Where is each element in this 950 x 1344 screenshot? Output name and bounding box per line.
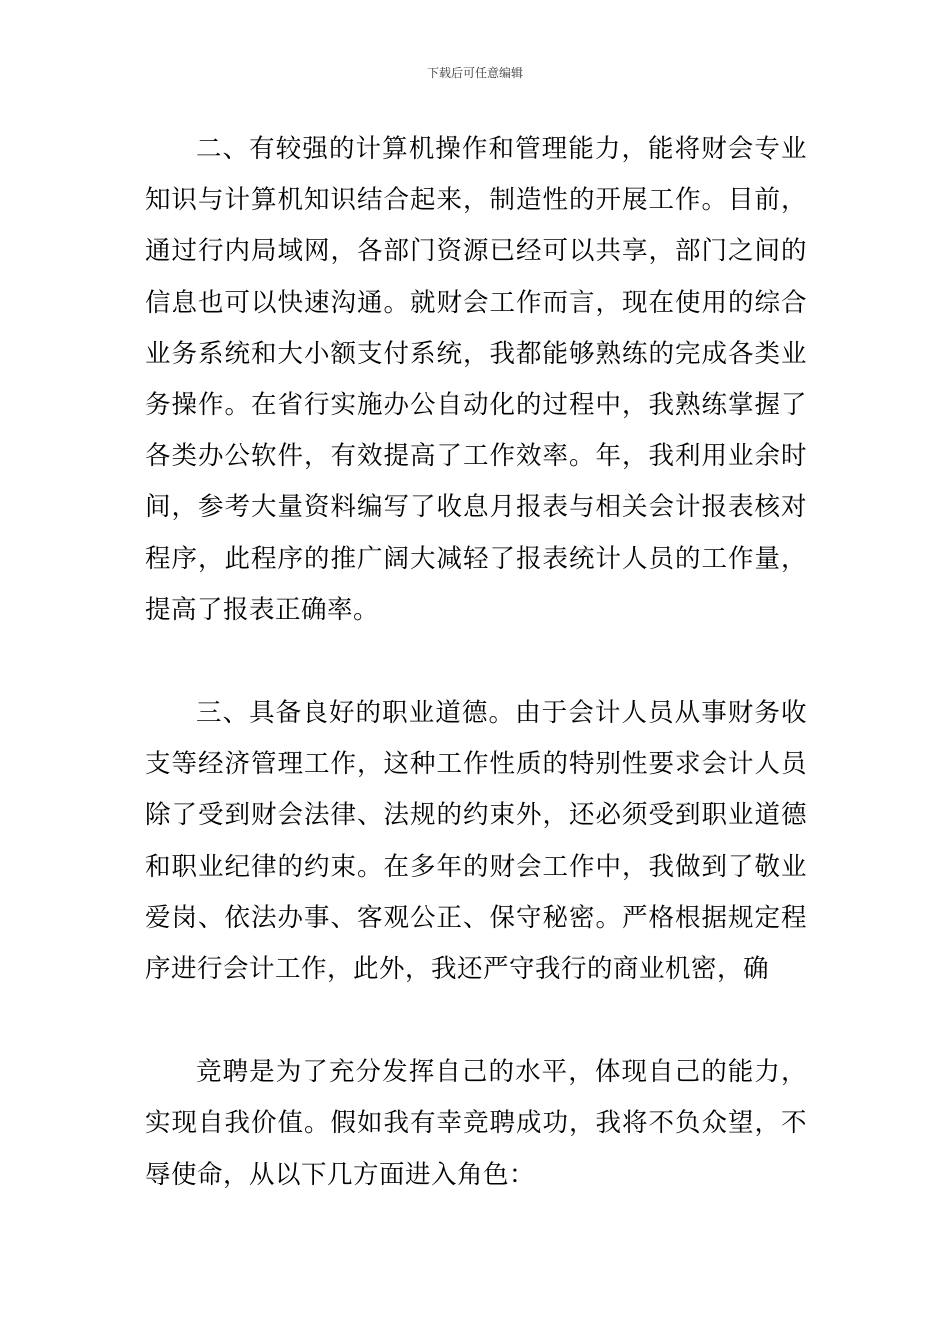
paragraph-computer-skills: 二、有较强的计算机操作和管理能力，能将财会专业知识与计算机知识结合起来，制造性的开展工作。目前，通过行内局域网，各部门资源已经可以共享，部门之间的信息也可以快速沟通。就财会工作而言，现在使用的综合业务系统和大小额支付系统，我都能够熟练的完成各类业务操作。在省行实施办公自动化的过程中，我熟练掌握了各类办公软件，有效提高了工作效率。年，我利用业余时间，参考大量资料编写了收息月报表与相关会计报表核对程序，此程序的推广阔大减轻了报表统计人员的工作量，提高了报表正确率。 <box>145 134 807 625</box>
paragraph-professional-ethics: 三、具备良好的职业道德。由于会计人员从事财务收支等经济管理工作，这种工作性质的特别性要求会计人员除了受到财会法律、法规的约束外，还必须受到职业道德和职业纪律的约束。在多年的财会工作中，我做到了敬业爱岗、依法办事、客观公正、保守秘密。严格根据规定程序进行会计工作，此外，我还严守我行的商业机密，确 <box>145 698 807 985</box>
header-note: 下载后可任意编辑 <box>426 66 523 80</box>
document-body <box>145 124 807 1201</box>
paragraph-competition-goals: 竞聘是为了充分发挥自己的水平，体现自己的能力，实现自我价值。假如我有幸竞聘成功，我将不负众望，不辱使命，从以下几方面进入角色： <box>145 1057 807 1190</box>
